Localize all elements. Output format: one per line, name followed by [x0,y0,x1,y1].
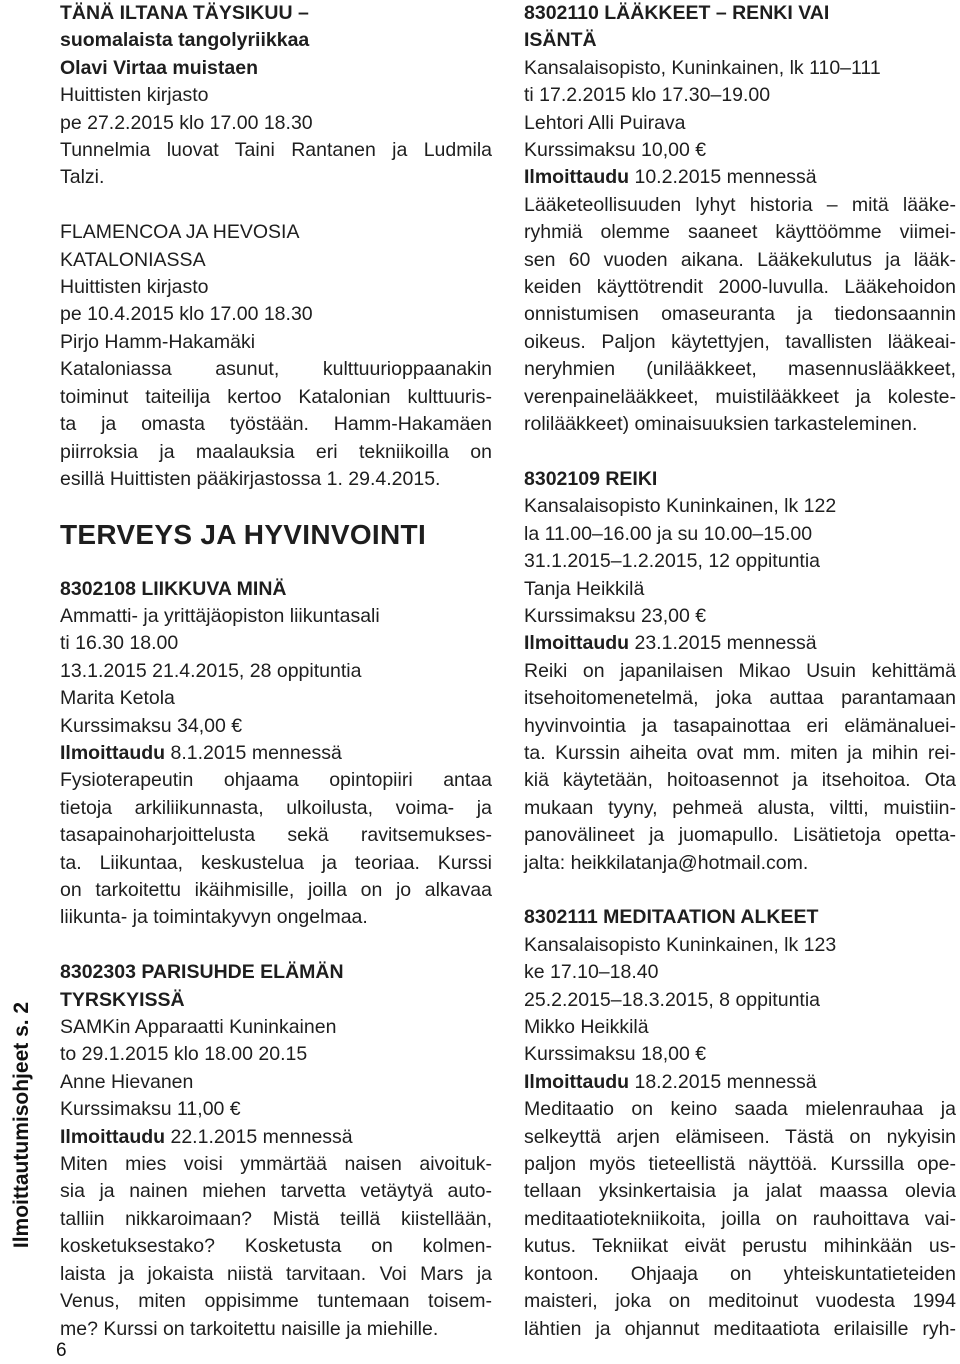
text-line [60,548,492,575]
text-line: kiä käytetään, hoitoasennot ja itsehoitoa. Ota [524,769,956,792]
text-line: Ilmoittaudu 22.1.2015 mennessä [60,1125,353,1148]
text-line: Lehtori Alli Puirava [524,111,686,134]
text-line: itsehoitomenetelmä, joka auttaa parantamaan [524,687,956,710]
text-line: Pirjo Hamm-Hakamäki [60,330,256,353]
text-line: KATALONIASSA [60,248,206,271]
text-line: ta. Kurssin aiheita ovat mm. miten ja mihin rei- [524,741,956,764]
text-line: tietoja arkiliikunnasta, ulkoilusta, voima- ja [60,796,492,819]
course-title-line: 8302303 PARISUHDE ELÄMÄN [60,961,344,984]
sidebar-label [6,980,38,1270]
text-line: Huittisten kirjasto [60,276,209,299]
text-line: Kansalaisopisto, Kuninkainen, lk 110–111 [524,56,881,79]
left-column [60,0,492,1343]
course-title-line: TÄNÄ ILTANA TÄYSIKUU – [60,2,309,24]
text-line: tellaan yksinkertaisia ja jalat maassa olevia [524,1180,956,1203]
text-line: toiminut taiteilija kertoo Katalonian kulttuuris- [60,385,492,408]
sidebar-label-text: Ilmoittautumisohjeet s. 2 [10,1001,33,1249]
text-line: Meditaatio on keino saada mielenrauhaa ja [524,1098,956,1121]
text-line: Miten mies voisi ymmärtää naisen aivoituk- [60,1153,492,1176]
text-line: FLAMENCOA JA HEVOSIA [60,221,300,244]
right-column [524,0,956,1343]
text-line: pe 27.2.2015 klo 17.00 18.30 [60,111,313,134]
text-line: ti 17.2.2015 klo 17.30–19.00 [524,84,771,107]
text-line: esillä Huittisten pääkirjastossa 1. 29.4.2015. [60,467,441,490]
text-line: panovälineet ja juomapullo. Lisätietoja opetta- [524,824,956,847]
course-title-line: 8302111 MEDITAATION ALKEET [524,906,819,929]
section-heading: TERVEYS JA HYVINVOINTI [60,518,427,550]
text-line: onnistumisen omaseuranta ja tiedonsaannin [524,303,956,326]
text-line: rolilääkkeet) ominaisuuksien tarkasteleminen. [524,413,918,436]
text-line: hyvinvointia ja tasapainottaa eri elämänaluei- [524,714,956,737]
text-line: lähtien ja ohjannut meditaatiota erilaisille ryh- [524,1317,956,1340]
course-title-line: 8302109 REIKI [524,467,658,490]
text-line [60,192,492,219]
text-line: jalta: heikkilatanja@hotmail.com. [524,851,809,874]
text-line: Kurssimaksu 11,00 € [60,1098,241,1121]
text-line: Marita Ketola [60,687,175,710]
text-line: Kataloniassa asunut, kulttuurioppaanakin [60,358,492,381]
registration-label: Ilmoittaudu [60,1125,166,1148]
text-line: Fysioterapeutin ohjaama opintopiiri antaa [60,769,492,792]
text-line: oikeus. Paljon käytettyjen, tavallisten lääkeai- [524,330,956,353]
text-line: Tunnelmia luovat Taini Rantanen ja Ludmila [60,139,492,162]
text-line: kosketuksestako? Kosketusta on kolmen- [60,1235,492,1258]
text-line: maisteri, joka on meditoinut vuodesta 1994 [524,1290,956,1313]
registration-label: Ilmoittaudu [60,741,166,764]
text-line [524,439,956,466]
text-line [60,932,492,959]
text-line: Kansalaisopisto Kuninkainen, lk 122 [524,495,837,518]
text-line: Kurssimaksu 18,00 € [524,1043,707,1066]
text-line: me? Kurssi on tarkoitettu naisille ja miehille. [60,1317,439,1340]
registration-label: Ilmoittaudu [524,632,630,655]
text-line: Kansalaisopisto Kuninkainen, lk 123 [524,933,837,956]
text-line: Kurssimaksu 10,00 € [524,139,707,162]
text-line: tasapainoharjoittelusta sekä ravitsemukses- [60,824,492,847]
text-line: ryhmiä olemme saaneet käyttöömme viimei- [524,221,956,244]
text-line: Tanja Heikkilä [524,577,645,600]
course-title-line: TYRSKYISSÄ [60,988,185,1011]
text-line [60,493,492,520]
text-line: la 11.00–16.00 ja su 10.00–15.00 [524,522,813,545]
text-line: meditaatiotekniikoita, joilla on rauhoittava vai- [524,1207,956,1230]
text-line: 25.2.2015–18.3.2015, 8 oppituntia [524,988,821,1011]
text-line: Venus, miten oppisimme tuntemaan toisem- [60,1290,492,1313]
course-title-line: 8302110 LÄÄKKEET – RENKI VAI [524,2,830,24]
text-line: pe 10.4.2015 klo 17.00 18.30 [60,303,313,326]
text-line: neryhmien (unilääkkeet, masennuslääkkeet, [524,358,956,381]
registration-label: Ilmoittaudu [524,166,630,189]
text-line: sen 60 vuoden aikana. Lääkekulutus ja lääk- [524,248,956,271]
text-line: laista ja jokaista niistä tarvitaan. Voi Mars ja [60,1262,492,1285]
registration-label: Ilmoittaudu [524,1070,630,1093]
text-line: kutus. Tekniikat eivät perustu mihinkään us- [524,1235,956,1258]
course-title-line: suomalaista tangolyriikkaa [60,29,310,52]
course-title-line: ISÄNTÄ [524,29,597,52]
text-line: keiden käyttötrendit 2000-luvulla. Lääkehoidon [524,276,956,299]
text-line: liikunta- ja toimintakyvyn ongelmaa. [60,906,368,929]
text-line: Ilmoittaudu 18.2.2015 mennessä [524,1070,817,1093]
text-line: Kurssimaksu 34,00 € [60,714,243,737]
text-line: 31.1.2015–1.2.2015, 12 oppituntia [524,550,821,573]
text-line: on tarkoitettu ikäihmisille, joilla on jo alkavaa [60,879,492,901]
text-line: Kurssimaksu 23,00 € [524,604,707,627]
course-title-line: Olavi Virtaa muistaen [60,56,258,79]
text-line: paljon myös tieteellistä näyttöä. Kurssilla ope- [524,1153,956,1176]
text-line: ke 17.10–18.40 [524,961,659,984]
text-line: Ilmoittaudu 8.1.2015 mennessä [60,741,342,764]
text-line: sia ja nainen miehen tarvetta vetäytyä auto- [60,1180,492,1203]
text-line: SAMKin Apparaatti Kuninkainen [60,1016,337,1039]
text-line: Lääketeollisuuden lyhyt historia – mitä lääke- [524,193,956,216]
text-line: 13.1.2015 21.4.2015, 28 oppituntia [60,659,362,682]
text-line: ta ja omasta työstään. Hamm-Hakamäen [60,413,492,436]
text-line: talliin nikkaroimaan? Mistä teillä kiistellään, [60,1207,492,1230]
text-line: verenpainelääkkeet, muistilääkkeet ja koleste- [524,385,956,408]
text-line: Talzi. [60,166,105,189]
text-line: selkeyttä arjen elämiseen. Tästä on nykyisin [524,1125,956,1148]
text-line: Reiki on japanilaisen Mikao Usuin kehittämä [524,659,956,682]
text-line: Ilmoittaudu 10.2.2015 mennessä [524,166,817,189]
page-number: 6 [56,1340,67,1361]
text-line: to 29.1.2015 klo 18.00 20.15 [60,1043,308,1066]
text-line: piirroksia ja maalauksia eri tekniikoilla on [60,440,492,463]
text-line: mukaan tyyny, pehmeä alusta, viltti, muistiin- [524,796,956,819]
text-line: Anne Hievanen [60,1070,194,1093]
text-line [524,877,956,904]
text-line: ta. Liikuntaa, keskustelua ja teoriaa. Kurssi [60,851,492,874]
course-title-line: 8302108 LIIKKUVA MINÄ [60,577,287,600]
text-line: Huittisten kirjasto [60,84,209,107]
text-line: ti 16.30 18.00 [60,632,179,655]
text-line: Ilmoittaudu 23.1.2015 mennessä [524,632,817,655]
text-line: Mikko Heikkilä [524,1016,649,1039]
text-line: kontoon. Ohjaaja on yhteiskuntatieteiden [524,1262,956,1285]
text-line: Ammatti- ja yrittäjäopiston liikuntasali [60,604,380,627]
